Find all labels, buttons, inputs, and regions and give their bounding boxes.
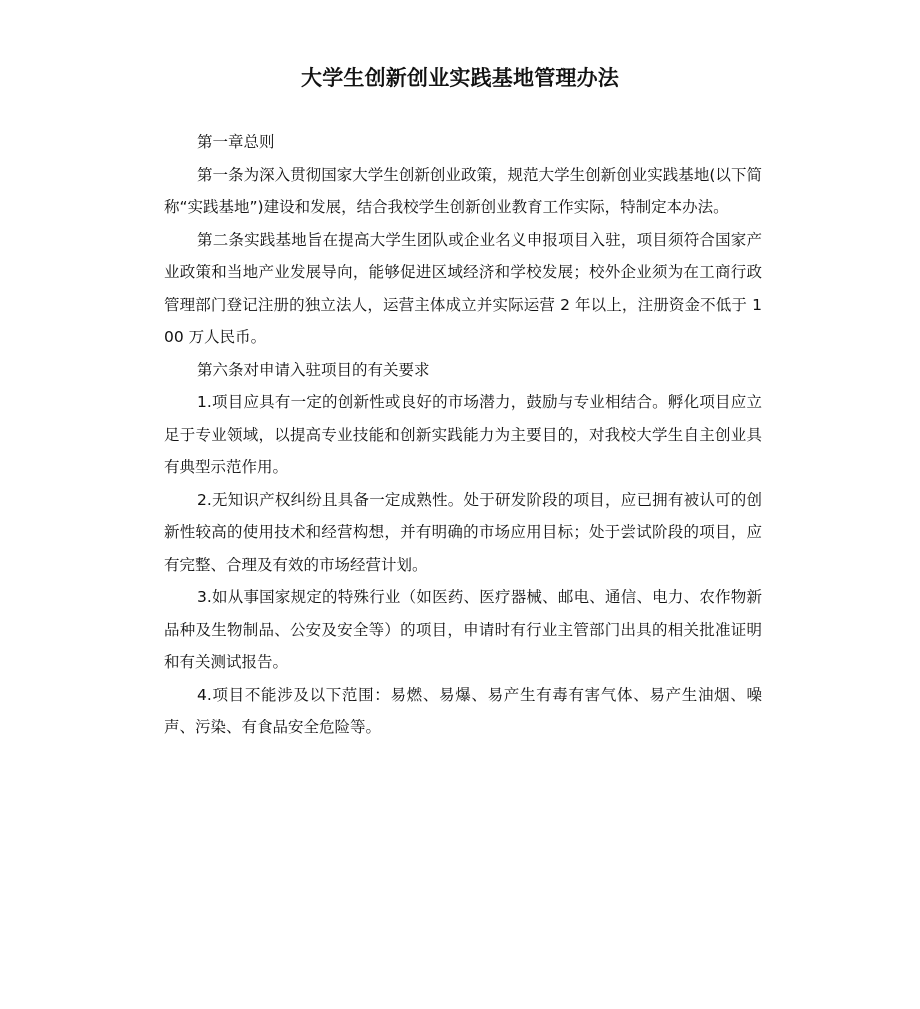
- article-6-heading: 第六条对申请入驻项目的有关要求: [197, 360, 430, 379]
- requirement-4: 4.项目不能涉及以下范围：易燃、易爆、易产生有毒有害气体、易产生油烟、噪声、污染、有食品安全危险等。: [164, 685, 762, 736]
- document-body: [164, 126, 762, 744]
- requirement-1: 1.项目应具有一定的创新性或良好的市场潜力，鼓励与专业相结合。孵化项目应立足于专业领域，以提高专业技能和创新实践能力为主要目的，对我校大学生自主创业具有典型示范作用。: [164, 393, 762, 476]
- article-2: 第二条实践基地旨在提高大学生团队或企业名义申报项目入驻，项目须符合国家产业政策和当地产业发展导向，能够促进区域经济和学校发展；校外企业须为在工商行政管理部门登记注册的独立法人，运营主体成立并实际运营 2 年以上，注册资金不低于 100 万人民币。: [164, 230, 762, 346]
- requirement-2: 2.无知识产权纠纷且具备一定成熟性。处于研发阶段的项目，应已拥有被认可的创新性较高的使用技术和经营构想，并有明确的市场应用目标；处于尝试阶段的项目，应有完整、合理及有效的市场经营计划。: [164, 490, 762, 574]
- document-title: 大学生创新创业实践基地管理办法: [301, 66, 619, 90]
- article-1: 第一条为深入贯彻国家大学生创新创业政策，规范大学生创新创业实践基地(以下简称“实践基地”)建设和发展，结合我校学生创新创业教育工作实际，特制定本办法。: [164, 165, 762, 216]
- chapter-heading: 第一章总则: [197, 133, 275, 151]
- requirement-3: 3.如从事国家规定的特殊行业（如医药、医疗器械、邮电、通信、电力、农作物新品种及生物制品、公安及安全等）的项目，申请时有行业主管部门出具的相关批准证明和有关测试报告。: [164, 588, 762, 671]
